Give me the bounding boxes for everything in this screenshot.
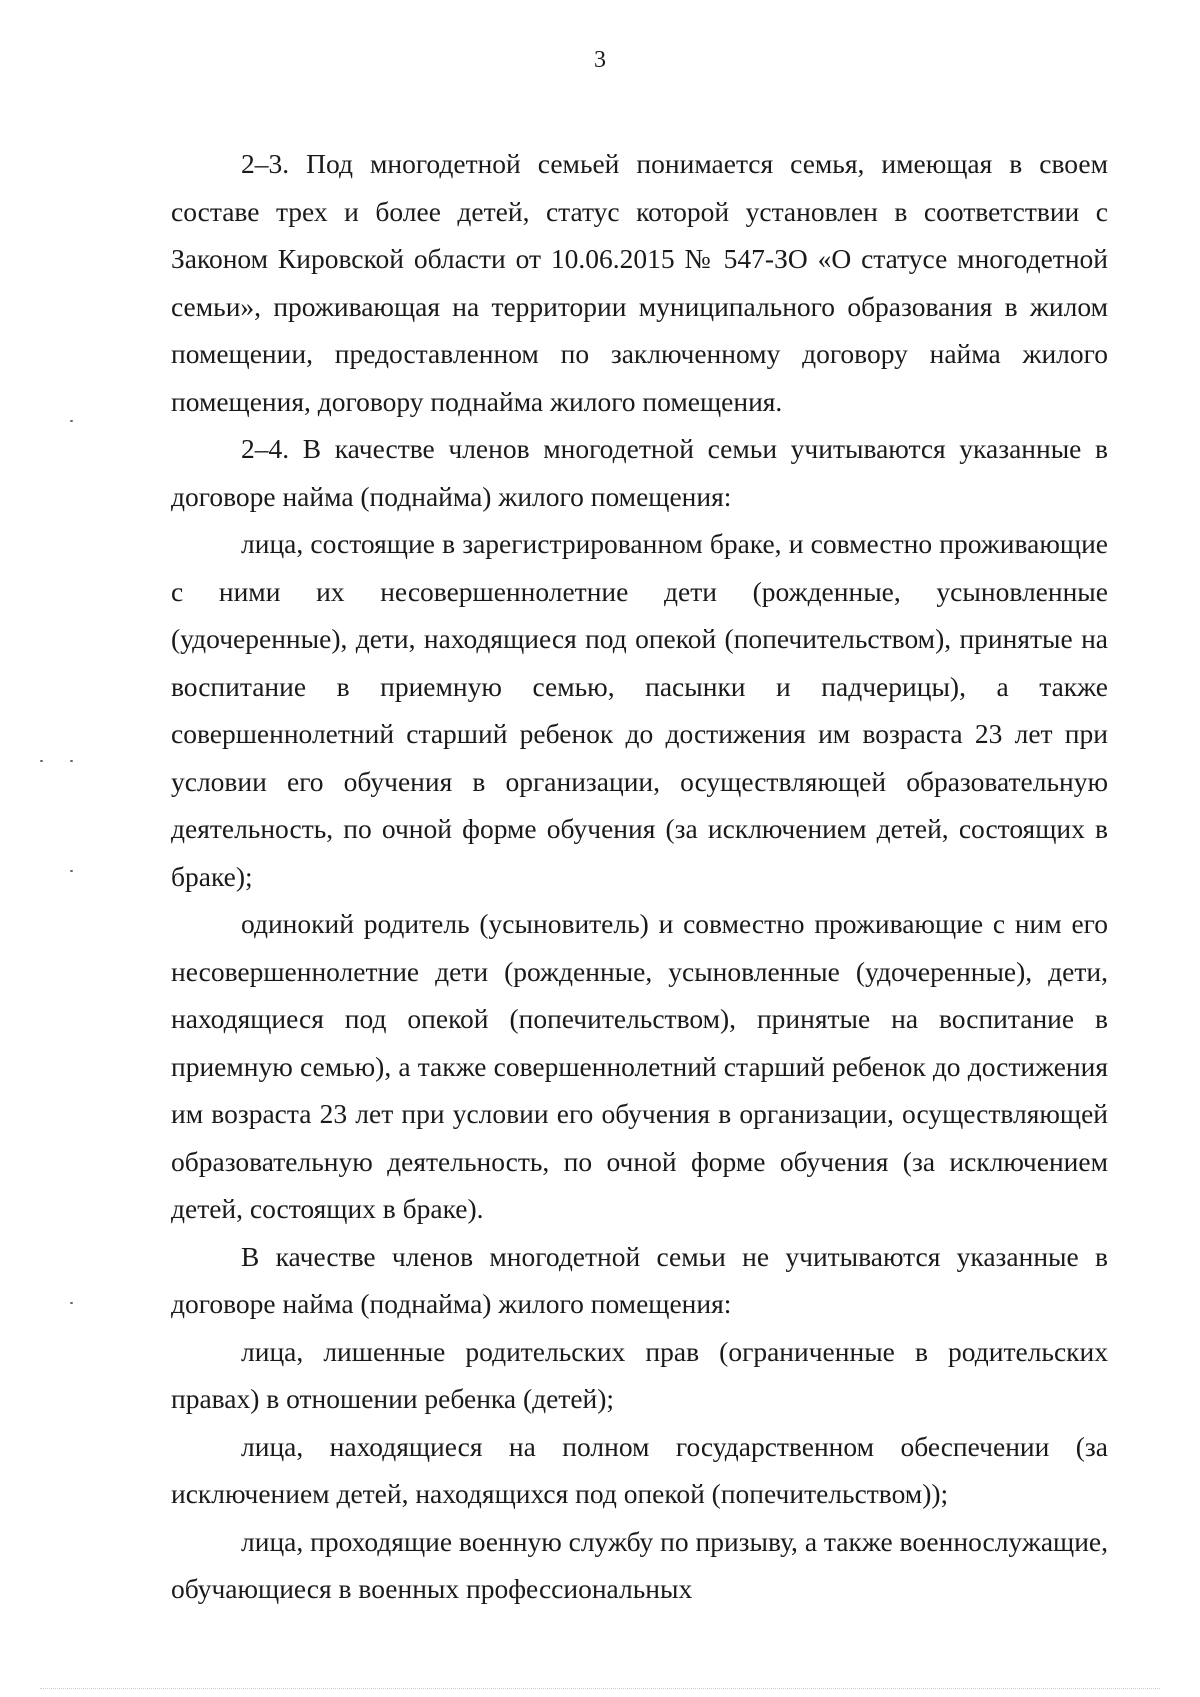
document-body bbox=[171, 140, 1108, 1613]
page-number: 3 bbox=[594, 47, 606, 73]
paragraph-married-persons: лица, состоящие в зарегистрированном браке, и совместно проживающие с ними их несовершеннолетние дети (рожденные, усыновленные (удочеренные), дети, находящиеся под опекой (попечительством), принятые на воспитание в приемную семью, пасынки и падчерицы), а также совершеннолетний старший ребенок до достижения им возраста 23 лет при условии его обучения в организации, осуществляющей образовательную деятельность, по очной форме обучения (за исключением детей, состоящих в браке); bbox=[171, 528, 1108, 892]
scan-speck bbox=[70, 870, 73, 872]
paragraph-2-4: 2–4. В качестве членов многодетной семьи учитываются указанные в договоре найма (поднайма) жилого помещения: bbox=[171, 433, 1108, 512]
scan-speck bbox=[70, 760, 73, 762]
paragraph-deprived-rights: лица, лишенные родительских прав (ограниченные в родительских правах) в отношении ребенка (детей); bbox=[171, 1335, 1108, 1414]
paragraph-single-parent: одинокий родитель (усыновитель) и совместно проживающие с ним его несовершеннолетние дети (рожденные, усыновленные (удочеренные), дети, находящиеся под опекой (попечительством), принятые на воспитание в приемную семью), а также совершеннолетний старший ребенок до достижения им возраста 23 лет при условии его обучения в организации, осуществляющей образовательную деятельность, по очной форме обучения (за исключением детей, состоящих в браке). bbox=[171, 908, 1108, 1224]
scan-speck bbox=[70, 1302, 73, 1304]
paragraph-not-counted: В качестве членов многодетной семьи не учитываются указанные в договоре найма (поднайма) жилого помещения: bbox=[171, 1240, 1108, 1319]
paragraph-military-service: лица, проходящие военную службу по призыву, а также военнослужащие, обучающиеся в военных профессиональных bbox=[171, 1525, 1108, 1604]
paragraph-2-3: 2–3. Под многодетной семьей понимается семья, имеющая в своем составе трех и более детей, статус которой установлен в соответствии с Законом Кировской области от 10.06.2015 № 547-ЗО «О статусе многодетной семьи», проживающая на территории муниципального образования в жилом помещении, предоставленном по заключенному договору найма жилого помещения, договору поднайма жилого помещения. bbox=[171, 148, 1108, 417]
scan-speck bbox=[40, 760, 43, 762]
scan-edge-noise bbox=[40, 1688, 1160, 1691]
paragraph-state-support: лица, находящиеся на полном государственном обеспечении (за исключением детей, находящихся под опекой (попечительством)); bbox=[171, 1430, 1108, 1509]
scan-speck bbox=[70, 420, 73, 422]
